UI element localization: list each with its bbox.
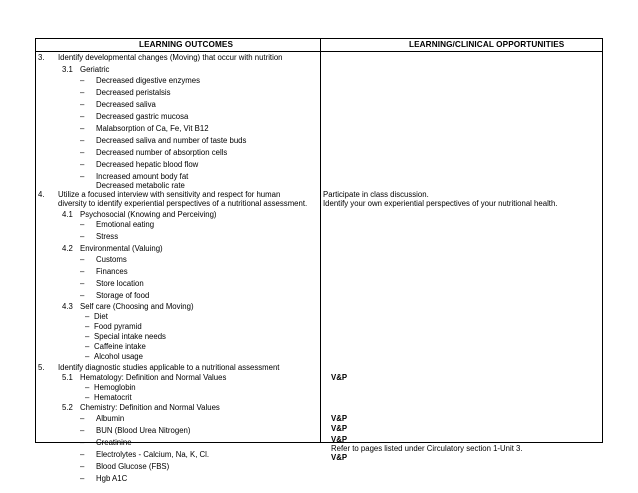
bullet-dash: –	[80, 136, 85, 145]
list-item: Decreased digestive enzymes	[96, 76, 201, 85]
bullet-dash: –	[80, 76, 85, 85]
outcome-4-text-line2: diversity to identify experiential perspectives of a nutritional assessment.	[58, 199, 308, 208]
list-item: Decreased peristalsis	[96, 88, 171, 97]
header-learning-outcomes: LEARNING OUTCOMES	[139, 40, 234, 49]
section-3-1-label: Geriatric	[80, 65, 110, 74]
bullet-dash: –	[80, 438, 85, 447]
bullet-dash: –	[85, 342, 90, 351]
opportunity-hematology-vp: V&P	[331, 373, 348, 382]
bullet-dash: –	[80, 474, 85, 483]
list-item: Food pyramid	[94, 322, 142, 331]
bullet-dash: –	[80, 220, 85, 229]
list-item: Hgb A1C	[96, 474, 128, 483]
section-4-1-number: 4.1	[62, 210, 73, 219]
list-item: Hemoglobin	[94, 383, 136, 392]
list-item: Malabsorption of Ca, Fe, Vit B12	[96, 124, 209, 133]
section-4-3-number: 4.3	[62, 302, 73, 311]
outcome-3-number: 3.	[38, 53, 45, 62]
bullet-dash: –	[80, 426, 85, 435]
opportunity-class-discussion: Participate in class discussion.	[323, 190, 429, 199]
opportunity-albumin-vp: V&P	[331, 414, 348, 423]
bullet-dash: –	[80, 279, 85, 288]
section-5-1-number: 5.1	[62, 373, 73, 382]
bullet-dash: –	[80, 462, 85, 471]
section-4-3-label: Self care (Choosing and Moving)	[80, 302, 194, 311]
section-4-1-label: Psychosocial (Knowing and Perceiving)	[80, 210, 217, 219]
outcome-5-number: 5.	[38, 363, 45, 372]
list-item: Blood Glucose (FBS)	[96, 462, 170, 471]
bullet-dash: –	[85, 332, 90, 341]
bullet-dash: –	[80, 112, 85, 121]
bullet-dash: –	[85, 352, 90, 361]
outcome-4-text-line1: Utilize a focused interview with sensitivity and respect for human	[58, 190, 281, 199]
section-5-2-number: 5.2	[62, 403, 73, 412]
list-item: Decreased saliva	[96, 100, 156, 109]
list-item: Hematocrit	[94, 393, 132, 402]
bullet-dash: –	[85, 383, 90, 392]
list-item: Diet	[94, 312, 108, 321]
list-item: Creatinine	[96, 438, 132, 447]
list-item: Decreased hepatic blood flow	[96, 160, 199, 169]
opportunity-bun-vp: V&P	[331, 424, 348, 433]
list-item: Decreased number of absorption cells	[96, 148, 228, 157]
bullet-dash: –	[80, 414, 85, 423]
list-item: BUN (Blood Urea Nitrogen)	[96, 426, 191, 435]
bullet-dash: –	[80, 124, 85, 133]
section-4-2-label: Environmental (Valuing)	[80, 244, 163, 253]
list-item: Emotional eating	[96, 220, 155, 229]
bullet-dash: –	[80, 100, 85, 109]
header-divider	[36, 51, 602, 52]
outcome-4-number: 4.	[38, 190, 45, 199]
list-item: Store location	[96, 279, 144, 288]
section-5-2-label: Chemistry: Definition and Normal Values	[80, 403, 220, 412]
bullet-dash: –	[85, 393, 90, 402]
list-item: Caffeine intake	[94, 342, 146, 351]
opportunity-electrolytes-vp: V&P	[331, 453, 348, 462]
opportunity-experiential-perspectives: Identify your own experiential perspectives of your nutritional health.	[323, 199, 558, 208]
list-item: Customs	[96, 255, 127, 264]
outcome-5-text: Identify diagnostic studies applicable to a nutritional assessment	[58, 363, 280, 372]
list-item: Storage of food	[96, 291, 150, 300]
list-item: Decreased metabolic rate	[96, 181, 185, 190]
list-item: Finances	[96, 267, 128, 276]
section-3-1-number: 3.1	[62, 65, 73, 74]
bullet-dash: –	[80, 450, 85, 459]
section-5-1-label: Hematology: Definition and Normal Values	[80, 373, 227, 382]
bullet-dash: –	[80, 172, 85, 181]
header-clinical-opportunities: LEARNING/CLINICAL OPPORTUNITIES	[409, 40, 565, 49]
list-item: Stress	[96, 232, 119, 241]
opportunity-creatinine-vp: V&P	[331, 435, 348, 444]
bullet-dash: –	[80, 255, 85, 264]
list-item: Decreased saliva and number of taste buds	[96, 136, 247, 145]
bullet-dash: –	[80, 232, 85, 241]
bullet-dash: –	[80, 291, 85, 300]
list-item: Increased amount body fat	[96, 172, 189, 181]
bullet-dash: –	[80, 148, 85, 157]
list-item: Decreased gastric mucosa	[96, 112, 189, 121]
column-divider	[320, 39, 321, 442]
list-item: Alcohol usage	[94, 352, 143, 361]
bullet-dash: –	[80, 88, 85, 97]
list-item: Albumin	[96, 414, 125, 423]
outcomes-table	[35, 38, 603, 483]
list-item: Electrolytes - Calcium, Na, K, Cl.	[96, 450, 210, 459]
bullet-dash: –	[80, 267, 85, 276]
list-item: Special intake needs	[94, 332, 166, 341]
bullet-dash: –	[85, 312, 90, 321]
bullet-dash: –	[85, 322, 90, 331]
opportunity-refer-circulatory: Refer to pages listed under Circulatory section 1-Unit 3.	[331, 444, 523, 453]
outcome-3-text: Identify developmental changes (Moving) that occur with nutrition	[58, 53, 283, 62]
bullet-dash: –	[80, 160, 85, 169]
section-4-2-number: 4.2	[62, 244, 73, 253]
